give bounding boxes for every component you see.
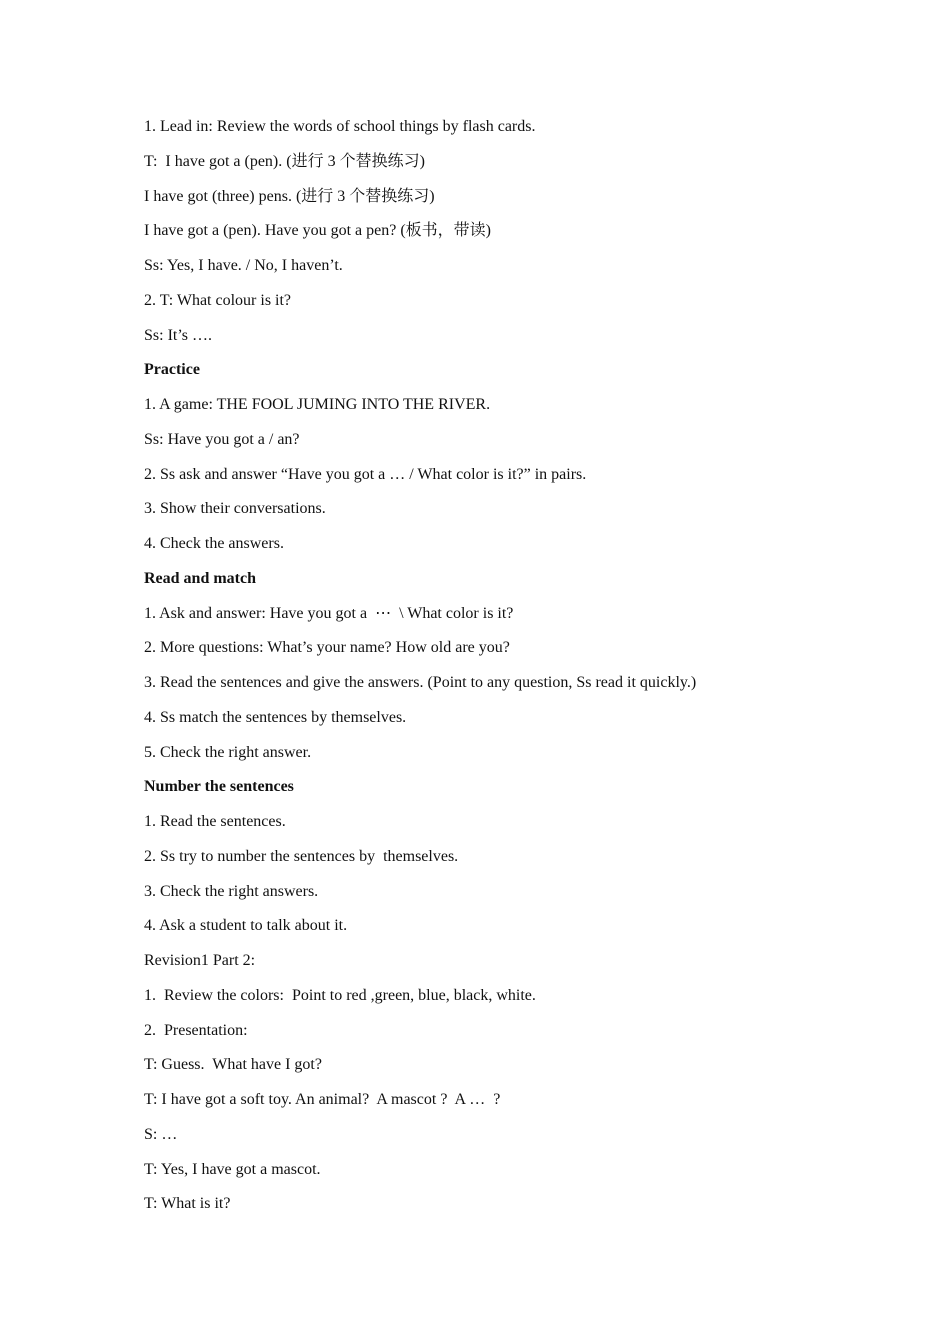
section-heading: Practice [144,361,200,379]
text-line: 2. More questions: What’s your name? How old are you? [144,639,510,657]
text-line: 1. Read the sentences. [144,813,286,830]
text-line: 2. Presentation: [144,1021,248,1039]
text-line: T: I have got a soft toy. An animal? A mascot ? A … ? [144,1091,501,1108]
text-line: 5. Check the right answer. [144,743,312,761]
text-line: S: … [144,1125,178,1143]
text-line: Ss: It’s …. [144,326,213,344]
text-line: T: What is it? [144,1195,231,1213]
text-line: 3. Check the right answers. [144,882,319,900]
document-body [144,110,904,1222]
text-line: T: Yes, I have got a mascot. [144,1160,321,1178]
text-line: 1. Lead in: Review the words of school things by flash cards. [144,118,536,135]
text-line: Revision1 Part 2: [144,952,256,969]
text-line: 2. Ss ask and answer “Have you got a … / What color is it?” in pairs. [144,465,587,483]
text-line: T: I have got a (pen). (进行 3 个替换练习) [144,152,425,170]
text-line: 2. T: What colour is it? [144,291,292,309]
text-line: Ss: Yes, I have. / No, I haven’t. [144,257,343,274]
text-line: I have got (three) pens. (进行 3 个替换练习) [144,187,435,205]
text-line: 1. Review the colors: Point to red ,green, blue, black, white. [144,986,536,1004]
text-line: 3. Show their conversations. [144,500,326,518]
text-line: 4. Ss match the sentences by themselves. [144,708,407,726]
text-line: 2. Ss try to number the sentences by themselves. [144,847,459,865]
text-line: T: Guess. What have I got? [144,1056,322,1074]
text-line: 1. Ask and answer: Have you got a ⋯ \ What color is it? [144,604,514,622]
text-line: I have got a (pen). Have you got a pen? (板书，带读) [144,222,492,240]
text-line: 4. Check the answers. [144,535,284,552]
text-line: Ss: Have you got a / an? [144,430,300,448]
text-line: 4. Ask a student to talk about it. [144,917,348,935]
section-heading: Read and match [144,569,257,587]
text-line: 1. A game: THE FOOL JUMING INTO THE RIVER. [144,396,491,413]
section-heading: Number the sentences [144,778,294,796]
text-line: 3. Read the sentences and give the answers. (Point to any question, Ss read it quickly.) [144,674,697,691]
